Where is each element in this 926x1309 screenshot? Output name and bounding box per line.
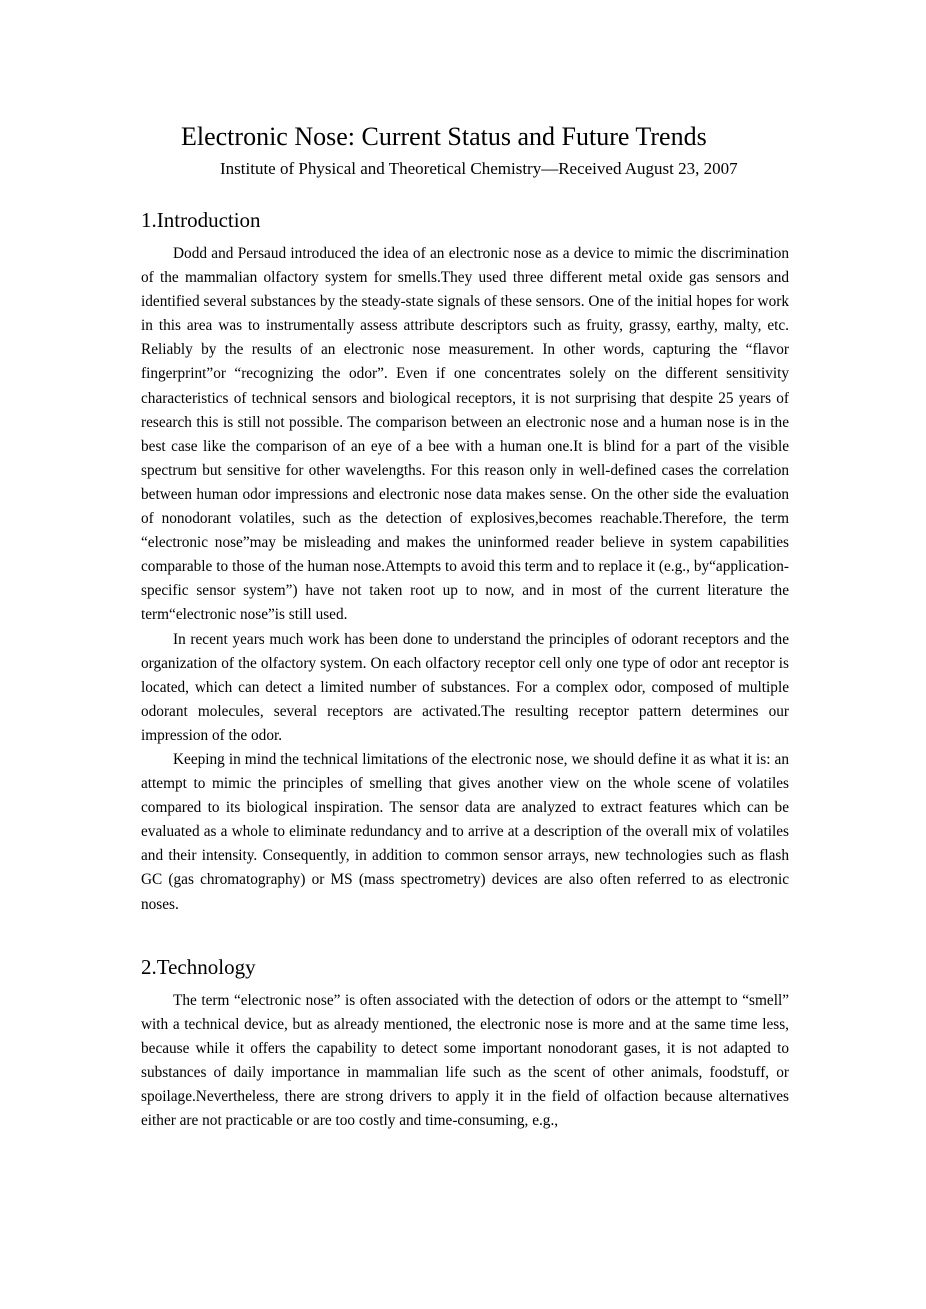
document-page <box>141 120 789 1133</box>
paper-title: Electronic Nose: Current Status and Future Trends <box>181 122 707 151</box>
paper-affiliation: Institute of Physical and Theoretical Chemistry—Received August 23, 2007 <box>220 159 738 178</box>
paragraph: Keeping in mind the technical limitations of the electronic nose, we should define it as what it is: an attempt to mimic the principles of smelling that gives another view on the whole scene of volatiles compared to its biological inspiration. The sensor data are analyzed to extract features which can be evaluated as a whole to eliminate redundancy and to arrive at a description of the overall mix of volatiles and their intensity. Consequently, in addition to common sensor arrays, new technologies such as flash GC (gas chromatography) or MS (mass spectrometry) devices are also often referred to as electronic noses. <box>141 750 789 913</box>
section-introduction <box>141 206 789 917</box>
section-heading: 1.Introduction <box>141 208 261 232</box>
paragraph: The term “electronic nose” is often associated with the detection of odors or the attempt to “smell” with a technical device, but as already mentioned, the electronic nose is more and at the same time less, because while it offers the capability to detect some important nonodorant gases, it is not adapted to substances of daily importance in mammalian life such as the scent of other animals, foodstuff, or spoilage.Nevertheless, there are strong drivers to apply it in the field of olfaction because alternatives either are not practicable or are too costly and time-consuming, e.g., <box>141 991 789 1130</box>
section-technology <box>141 953 789 1134</box>
paragraph: Dodd and Persaud introduced the idea of an electronic nose as a device to mimic the discrimination of the mammalian olfactory system for smells.They used three different metal oxide gas sensors and identified several substances by the steady-state signals of these sensors. One of the initial hopes for work in this area was to instrumentally assess attribute descriptors such as fruity, grassy, earthy, malty, etc. Reliably by the results of an electronic nose measurement. In other words, capturing the “flavor fingerprint”or “recognizing the odor”. Even if one concentrates solely on the different sensitivity characteristics of technical sensors and biological receptors, it is not surprising that despite 25 years of research this is still not possible. The comparison between an electronic nose and a human nose is in the best case like the comparison of an eye of a bee with a human one.It is blind for a part of the visible spectrum but sensitive for other wavelengths. For this reason only in well-defined cases the correlation between human odor impressions and electronic nose data makes sense. On the other side the evaluation of nonodorant volatiles, such as the detection of explosives,becomes reachable.Therefore, the term “electronic nose”may be misleading and makes the uninformed reader believe in system capabilities comparable to those of the human nose.Attempts to avoid this term and to replace it (e.g., by“application-specific sensor system”) have not taken root up to now, and in most of the current literature the term“electronic nose”is still used. <box>141 245 789 624</box>
paragraph: In recent years much work has been done to understand the principles of odorant receptors and the organization of the olfactory system. On each olfactory receptor cell only one type of odor ant receptor is located, which can detect a limited number of substances. For a complex odor, composed of multiple odorant molecules, several receptors are activated.The resulting receptor pattern determines our impression of the odor. <box>141 630 789 744</box>
section-heading: 2.Technology <box>141 954 256 979</box>
